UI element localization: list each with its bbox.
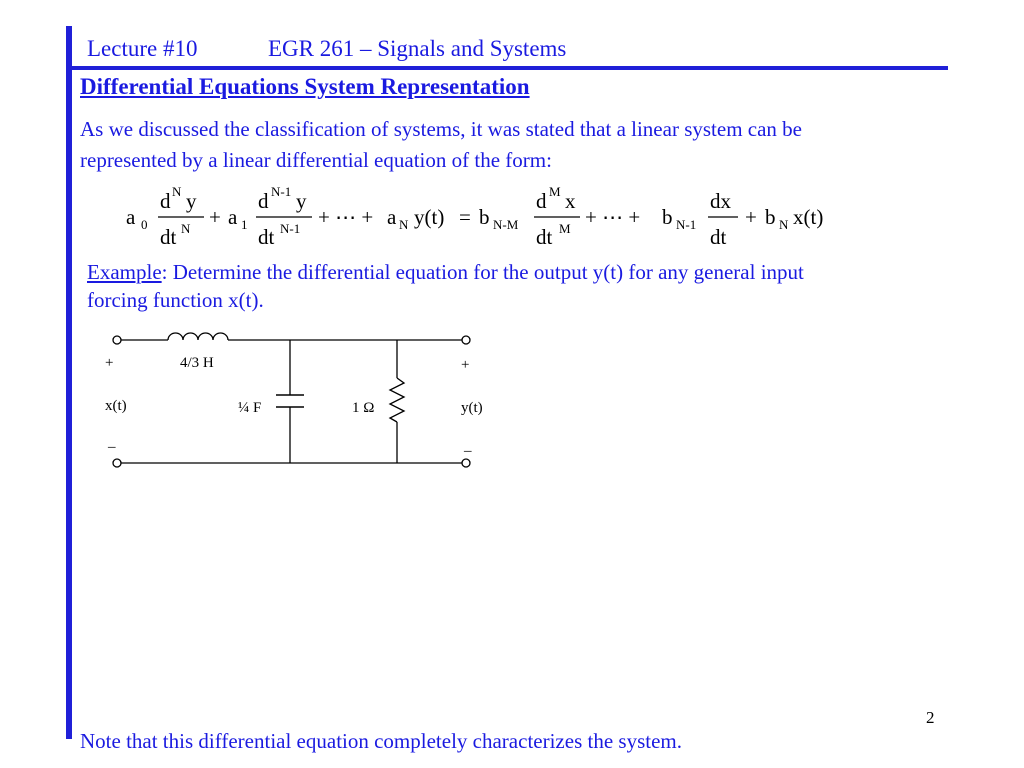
input-signal-label: x(t) [105,398,127,414]
eq-bN-term: x(t) [793,205,824,229]
closing-note: Note that this differential equation completely characterizes the system. [80,729,682,753]
eq-bN: b [765,205,776,229]
input-minus-sign: _ [108,434,116,450]
eq-t2-num-var: y [296,189,307,213]
eq-bN-sub: N [779,217,789,232]
eq-t1-den-sup: N [181,221,191,236]
example-line-2: forcing function x(t). [87,288,264,312]
capacitor-label: ¼ F [238,400,262,416]
eq-equals: = [459,205,471,229]
example-text: : Determine the differential equation for the output y(t) for any general input [161,260,804,284]
eq-t2-den: dt [258,225,275,249]
resistor-label: 1 Ω [352,400,375,416]
inductor-label: 4/3 H [180,355,214,371]
output-signal-label: y(t) [461,400,483,416]
eq-bN1: b [662,205,673,229]
page-number: 2 [926,708,935,727]
eq-plus-last: + [745,205,757,229]
eq-t3-den-sup: M [559,221,571,236]
slide-title: Differential Equations System Representation [80,74,530,99]
input-plus-sign: + [105,355,114,371]
eq-aN: a [387,205,397,229]
input-terminal-top [113,336,121,344]
eq-plus-1: + [209,205,221,229]
eq-t2-den-sup: N-1 [280,221,301,236]
eq-t1-num: d [160,189,171,213]
eq-bNM: b [479,205,490,229]
example-label: Example [87,260,162,284]
header-divider [72,66,948,70]
eq-t4-den: dt [710,225,727,249]
eq-aN-sub: N [399,217,409,232]
inductor-coil [168,333,228,340]
example-paragraph [87,258,987,314]
eq-bNM-sub: N-M [493,217,519,232]
eq-a0: a [126,205,136,229]
eq-t4-num: dx [710,189,731,213]
eq-t1-den: dt [160,225,177,249]
intro-line-2: represented by a linear differential equation of the form: [80,148,552,172]
eq-t1-num-var: y [186,189,197,213]
input-terminal-bottom [113,459,121,467]
resistor-zigzag [390,378,404,422]
differential-equation [0,180,1024,250]
eq-a0-sub: 0 [141,217,148,232]
eq-t2-num-sup: N-1 [271,184,292,199]
eq-t3-num: d [536,189,547,213]
eq-aN-term: y(t) [414,205,445,229]
eq-t1-num-sup: N [172,184,182,199]
eq-t3-num-var: x [565,189,576,213]
example-line-1 [87,258,987,286]
eq-t3-num-sup: M [549,184,561,199]
eq-t2-num: d [258,189,269,213]
intro-line-1: As we discussed the classification of systems, it was stated that a linear system can be [80,117,802,141]
eq-a1-sub: 1 [241,217,248,232]
course-title: EGR 261 – Signals and Systems [268,36,567,61]
eq-a1: a [228,205,238,229]
eq-t3-den: dt [536,225,553,249]
output-plus-sign: + [461,357,470,373]
eq-bN1-sub: N-1 [676,217,697,232]
lecture-number: Lecture #10 [87,36,198,61]
output-terminal-bottom [462,459,470,467]
eq-ellipsis-2: + ⋯ + [585,205,641,229]
eq-ellipsis-1: + ⋯ + [318,205,374,229]
output-minus-sign: _ [464,438,472,454]
intro-paragraph [80,114,980,176]
output-terminal-top [462,336,470,344]
circuit-diagram [0,320,560,480]
